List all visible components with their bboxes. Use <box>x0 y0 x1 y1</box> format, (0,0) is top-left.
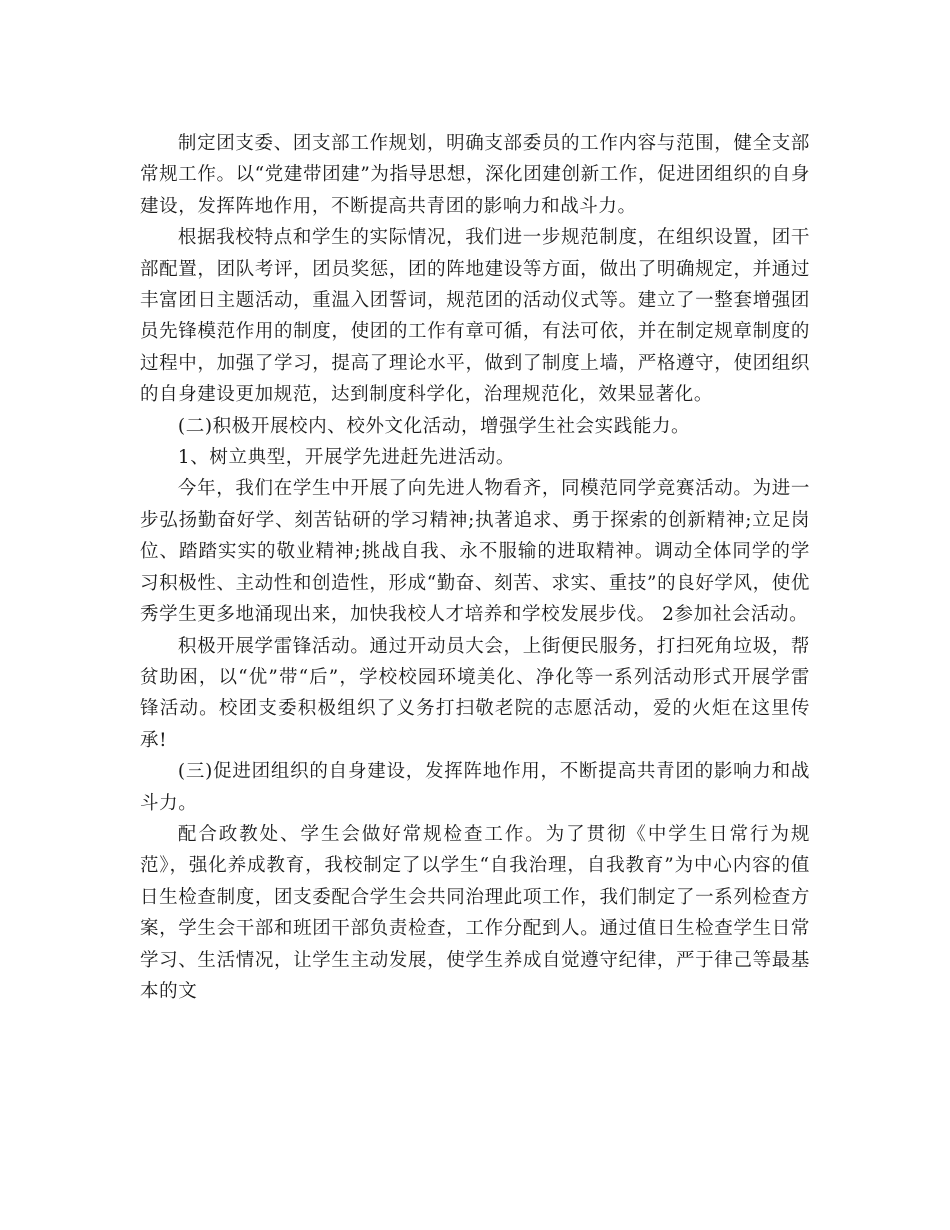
heading-section-3: (三)促进团组织的自身建设，发挥阵地作用，不断提高共青团的影响力和战斗力。 <box>140 761 810 814</box>
paragraph-work-plan: 制定团支委、团支部工作规划，明确支部委员的工作内容与范围，健全支部常规工作。以“党建带团建”为指导思想，深化团建创新工作，促进团组织的自身建设，发挥阵地作用，不断提高共青团的影响力和战斗力。 <box>140 133 810 217</box>
heading-section-2: (二)积极开展校内、校外文化活动，增强学生社会实践能力。 <box>177 415 691 437</box>
paragraph-role-models: 今年，我们在学生中开展了向先进人物看齐，同模范同学竞赛活动。为进一步弘扬勤奋好学、刻苦钻研的学习精神;执著追求、勇于探索的创新精神;立足岗位、踏踏实实的敬业精神;挑战自我、永不服输的进取精神。调动全体同学的学习积极性、主动性和创造性，形成“勤奋、刻苦、求实、重技”的良好学风，使优秀学生更多地涌现出来，加快我校人才培养和学校发展步伐。 2参加社会活动。 <box>140 478 810 626</box>
paragraph-routine-checks: 配合政教处、学生会做好常规检查工作。为了贯彻《中学生日常行为规范》，强化养成教育，我校制定了以学生“自我治理，自我教育”为中心内容的值日生检查制度，团支委配合学生会共同治理此项工作，我们制定了一系列检查方案，学生会干部和班团干部负责检查，工作分配到人。通过值日生检查学生日常学习、生活情况，让学生主动发展，使学生养成自觉遵守纪律，严于律己等最基本的文 <box>140 823 810 1002</box>
paragraph-regulations: 根据我校特点和学生的实际情况，我们进一步规范制度，在组织设置，团干部配置，团队考评，团员奖惩，团的阵地建设等方面，做出了明确规定，并通过丰富团日主题活动，重温入团誓词，规范团的活动仪式等。建立了一整套增强团员先锋模范作用的制度，使团的工作有章可循，有法可依，并在制定规章制度的过程中，加强了学习，提高了理论水平，做到了制度上墙，严格遵守，使团组织的自身建设更加规范，达到制度科学化，治理规范化，效果显著化。 <box>140 227 810 406</box>
document-body <box>140 128 810 1007</box>
heading-item-1: 1、树立典型，开展学先进赶先进活动。 <box>177 447 515 469</box>
paragraph-lei-feng: 积极开展学雷锋活动。通过开动员大会，上街便民服务，打扫死角垃圾，帮贫助困，以“优”带“后”，学校校园环境美化、净化等一系列活动形式开展学雷锋活动。校团支委积极组织了义务打扫敬老院的志愿活动，爱的火炬在这里传承! <box>140 635 810 751</box>
